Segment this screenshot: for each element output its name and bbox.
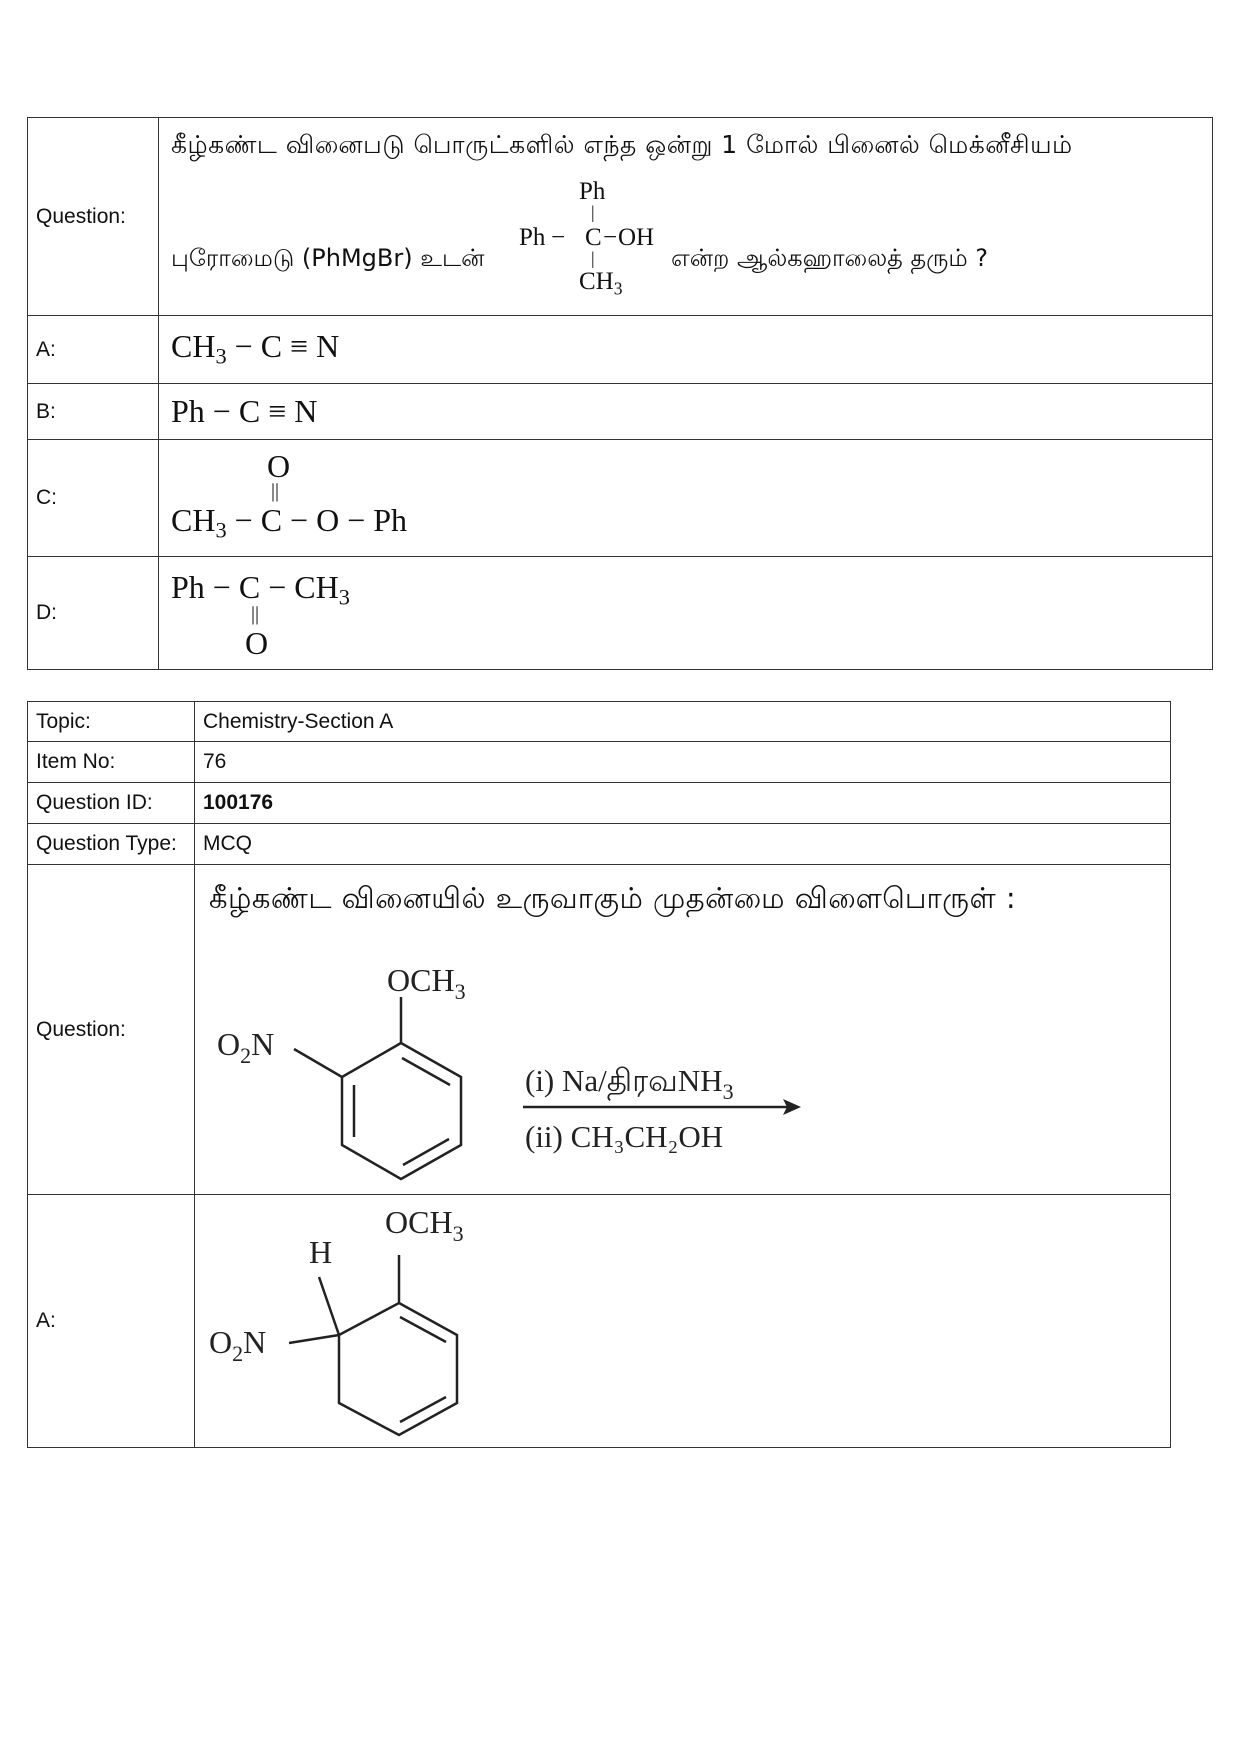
q1-option-c-formula: $CH_3 - C - O - Ph$ — [171, 502, 408, 543]
q1-option-b-cell — [159, 384, 1213, 440]
q2-option-a-cell — [195, 1195, 1171, 1448]
alcohol-bottom-bond: | — [591, 248, 595, 268]
q2-och3-label: $OCH_3$ — [387, 962, 466, 1004]
no2-bond — [289, 1335, 339, 1343]
q1-option-d-double-bond: || — [251, 603, 260, 625]
alcohol-left-bond: − — [551, 224, 566, 251]
q1-option-a-formula: $CH_3 - C \equiv N$ — [171, 328, 340, 369]
alcohol-bottom-ch3: $CH_3$ — [579, 268, 623, 299]
q1-question-text-line1: கீழ்கண்ட வினைபடு பொருட்களில் எந்த ஒன்று 1 மோல் பினைல் மெக்னீசியம் — [171, 130, 1073, 159]
q1-alcohol-structure — [519, 178, 669, 298]
q1-option-d-formula: $Ph - C - CH_3$ — [171, 569, 350, 610]
q1-question-text-line2-post: என்ற ஆல்கஹாலைத் தரும் ? — [671, 244, 988, 272]
q1-option-a-label: A: — [28, 316, 159, 384]
q2-question-text: கீழ்கண்ட வினையில் உருவாகும் முதன்மை விளைபொருள் : — [209, 881, 1017, 915]
alcohol-right-oh: OH — [618, 224, 655, 251]
q2-option-a-h: H — [309, 1234, 333, 1270]
question-2-table — [27, 701, 1171, 1448]
item-no-value: 76 — [195, 742, 1171, 783]
q1-option-c-label: C: — [28, 440, 159, 557]
q1-option-b-formula: Ph − C ≡ N — [171, 393, 318, 429]
topic-label: Topic: — [28, 702, 195, 742]
q2-option-a-o2n: $O_2N$ — [209, 1324, 267, 1366]
q2-option-a-structure — [195, 1195, 795, 1448]
q2-question-cell — [195, 865, 1171, 1195]
q1-option-b-label: B: — [28, 384, 159, 440]
benzene-ring — [294, 997, 461, 1179]
q1-question-label: Question: — [28, 118, 159, 316]
q1-option-d-cell — [159, 557, 1213, 670]
question-1-table — [27, 117, 1213, 670]
q2-o2n-label: $O_2N$ — [217, 1026, 275, 1068]
item-no-label: Item No: — [28, 742, 195, 783]
q2-reaction-diagram — [195, 865, 1155, 1195]
reaction-arrow — [523, 1099, 801, 1115]
q2-reagent-2: (ii) CH₃CH₂OH — [525, 1119, 724, 1154]
q2-option-a-och3: $OCH_3$ — [385, 1204, 464, 1246]
q1-option-d-carbonyl-o: O — [245, 625, 269, 661]
question-id-value: 100176 — [195, 783, 1171, 824]
topic-value: Chemistry-Section A — [195, 702, 1171, 742]
q1-option-d-label: D: — [28, 557, 159, 670]
q2-reagent-1: (i) Na/திரவNH$_3$ — [525, 1063, 734, 1104]
h-bond — [319, 1277, 339, 1335]
q2-option-a-label: A: — [28, 1195, 195, 1448]
alcohol-right-bond: − — [603, 224, 618, 251]
no2-bond — [294, 1049, 342, 1077]
q2-question-label: Question: — [28, 865, 195, 1195]
alcohol-center-c: C — [585, 224, 602, 251]
q1-question-cell — [159, 118, 1213, 316]
q1-option-c-cell — [159, 440, 1213, 557]
question-type-label: Question Type: — [28, 824, 195, 865]
cyclohexadiene-ring — [289, 1255, 457, 1435]
alcohol-top-bond: | — [591, 202, 595, 222]
question-type-value: MCQ — [195, 824, 1171, 865]
alcohol-top-ph: Ph — [579, 178, 606, 205]
question-id-label: Question ID: — [28, 783, 195, 824]
q1-option-c-double-bond: || — [271, 480, 280, 502]
alcohol-left-ph: Ph — [519, 224, 546, 251]
q1-question-text-line2-pre: புரோமைடு (PhMgBr) உடன் — [171, 244, 485, 272]
q1-option-c-carbonyl-o: O — [267, 448, 291, 484]
q1-option-a-cell — [159, 316, 1213, 384]
